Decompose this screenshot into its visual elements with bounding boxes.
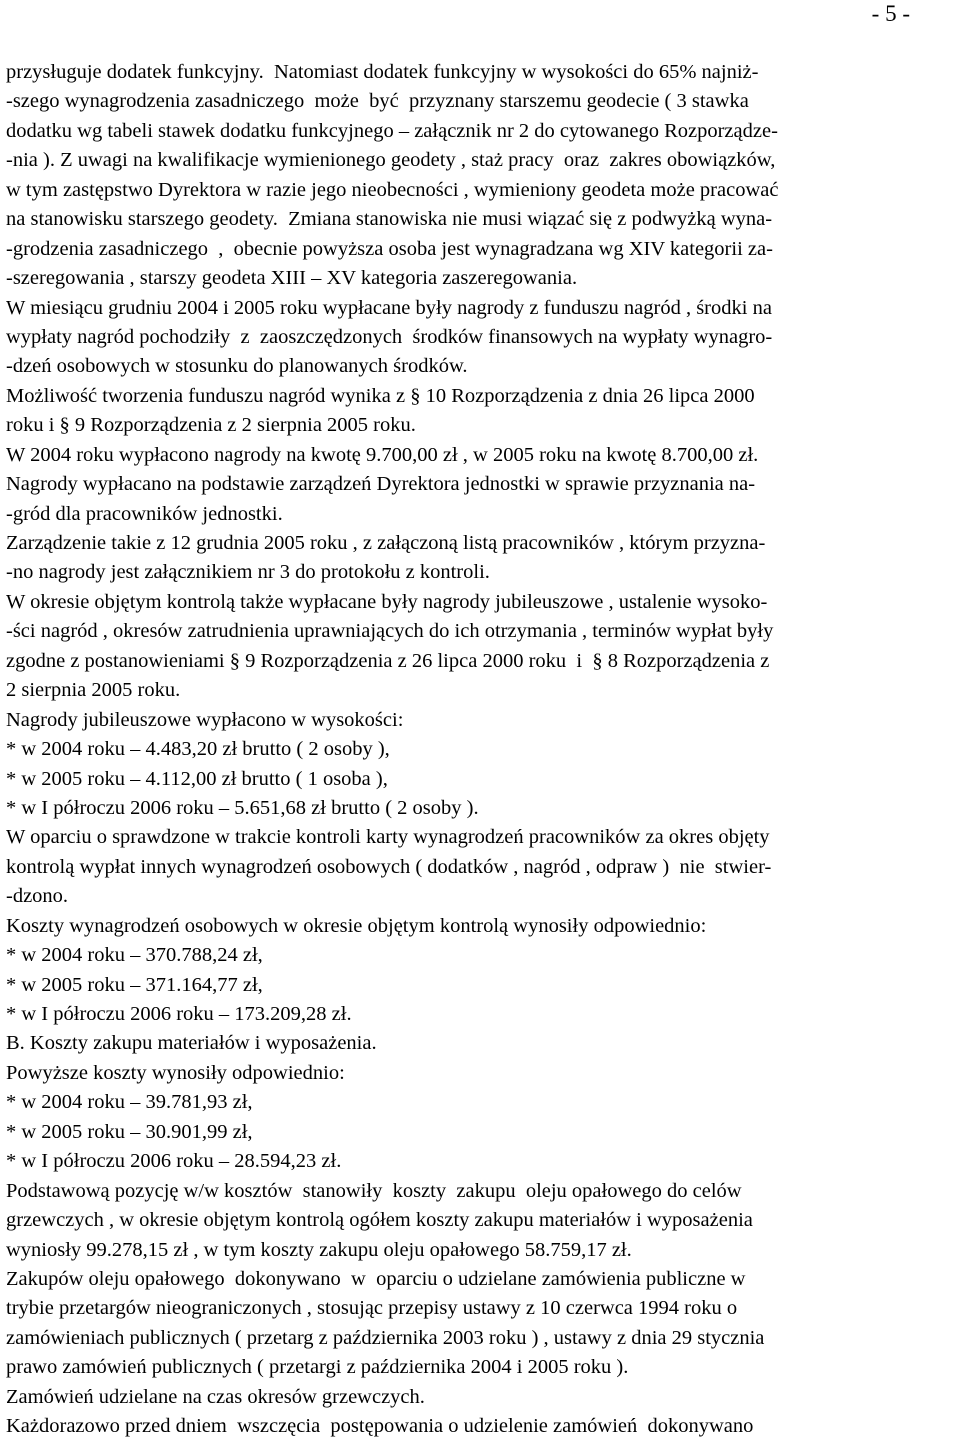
text-line: * w I półroczu 2006 roku – 173.209,28 zł.: [6, 1003, 352, 1025]
text-line: * w 2005 roku – 30.901,99 zł,: [6, 1120, 253, 1143]
document-body: [6, 58, 956, 1442]
text-line: zgodne z postanowieniami § 9 Rozporządzenia z 26 lipca 2000 roku i § 8 Rozporządzenia z: [6, 649, 770, 672]
page-number: - 5 -: [871, 1, 910, 26]
text-line: grzewczych , w okresie objętym kontrolą ogółem koszty zakupu materiałów i wyposażenia: [6, 1209, 753, 1232]
text-line: W miesiącu grudniu 2004 i 2005 roku wypłacane były nagrody z funduszu nagród , środki na: [6, 296, 772, 319]
text-line: prawo zamówień publicznych ( przetargi z października 2004 i 2005 roku ).: [6, 1356, 629, 1379]
text-line: 2 sierpnia 2005 roku.: [6, 679, 181, 702]
text-line: -grodzenia zasadniczego , obecnie powyższa osoba jest wynagradzana wg XIV kategorii za-: [6, 237, 773, 260]
text-line: wyniosły 99.278,15 zł , w tym koszty zakupu oleju opałowego 58.759,17 zł.: [6, 1238, 632, 1261]
text-line: Nagrody wypłacano na podstawie zarządzeń Dyrektora jednostki w sprawie przyznania na-: [6, 473, 756, 496]
text-line: -gród dla pracowników jednostki.: [6, 502, 283, 525]
text-line: Każdorazowo przed dniem wszczęcia postępowania o udzielenie zamówień dokonywano: [6, 1415, 754, 1438]
text-line: na stanowisku starszego geodety. Zmiana stanowiska nie musi wiązać się z podwyżką wyna-: [6, 208, 773, 231]
text-line: * w 2005 roku – 371.164,77 zł,: [6, 973, 263, 996]
text-line: -ści nagród , okresów zatrudnienia uprawniających do ich otrzymania , terminów wypłat były: [6, 620, 774, 643]
text-line: Powyższe koszty wynosiły odpowiednio:: [6, 1061, 345, 1084]
text-line: Zarządzenie takie z 12 grudnia 2005 roku , z załączoną listą pracowników , którym przyzna-: [6, 532, 766, 554]
text-line: W 2004 roku wypłacono nagrody na kwotę 9.700,00 zł , w 2005 roku na kwotę 8.700,00 zł.: [6, 443, 759, 466]
text-line: -dzeń osobowych w stosunku do planowanych środków.: [6, 355, 468, 378]
text-line: dodatku wg tabeli stawek dodatku funkcyjnego – załącznik nr 2 do cytowanego Rozporządze-: [6, 119, 778, 142]
text-line: -no nagrody jest załącznikiem nr 3 do protokołu z kontroli.: [6, 561, 490, 584]
text-line: -nia ). Z uwagi na kwalifikacje wymienionego geodety , staż pracy oraz zakres obowiązków,: [6, 149, 776, 172]
text-line: * w 2005 roku – 4.112,00 zł brutto ( 1 osoba ),: [6, 767, 388, 790]
text-line: Możliwość tworzenia funduszu nagród wynika z § 10 Rozporządzenia z dnia 26 lipca 2000: [6, 384, 755, 407]
text-line: -dzono.: [6, 885, 69, 908]
text-line: W okresie objętym kontrolą także wypłacane były nagrody jubileuszowe , ustalenie wysoko-: [6, 590, 768, 613]
text-line: wypłaty nagród pochodziły z zaoszczędzonych środków finansowych na wypłaty wynagro-: [6, 325, 773, 348]
text-line: * w 2004 roku – 39.781,93 zł,: [6, 1091, 253, 1114]
text-line: * w 2004 roku – 370.788,24 zł,: [6, 944, 263, 967]
text-line: -szeregowania , starszy geodeta XIII – XV kategoria zaszeregowania.: [6, 267, 578, 290]
text-line: Podstawową pozycję w/w kosztów stanowiły koszty zakupu oleju opałowego do celów: [6, 1179, 742, 1202]
text-line: Koszty wynagrodzeń osobowych w okresie objętym kontrolą wynosiły odpowiednio:: [6, 914, 707, 937]
text-line: Zamówień udzielane na czas okresów grzewczych.: [6, 1385, 425, 1408]
text-line: * w I półroczu 2006 roku – 28.594,23 zł.: [6, 1150, 342, 1173]
text-line: -szego wynagrodzenia zasadniczego może być przyznany starszemu geodecie ( 3 stawka: [6, 90, 749, 113]
text-line: W oparciu o sprawdzone w trakcie kontroli karty wynagrodzeń pracowników za okres objęty: [6, 826, 770, 849]
text-line: * w I półroczu 2006 roku – 5.651,68 zł brutto ( 2 osoby ).: [6, 796, 479, 819]
text-line: w tym zastępstwo Dyrektora w razie jego nieobecności , wymieniony geodeta może pracować: [6, 178, 779, 201]
text-line: kontrolą wypłat innych wynagrodzeń osobowych ( dodatków , nagród , odpraw ) nie stwier-: [6, 855, 772, 878]
text-line: B. Koszty zakupu materiałów i wyposażenia.: [6, 1032, 377, 1055]
text-line: Zakupów oleju opałowego dokonywano w oparciu o udzielane zamówienia publiczne w: [6, 1267, 746, 1290]
text-line: zamówieniach publicznych ( przetarg z października 2003 roku ) , ustawy z dnia 29 stycznia: [6, 1326, 765, 1349]
text-line: przysługuje dodatek funkcyjny. Natomiast dodatek funkcyjny w wysokości do 65% najniż-: [6, 61, 759, 83]
text-line: Nagrody jubileuszowe wypłacono w wysokości:: [6, 708, 404, 731]
text-line: roku i § 9 Rozporządzenia z 2 sierpnia 2005 roku.: [6, 414, 416, 437]
text-line: trybie przetargów nieograniczonych , stosując przepisy ustawy z 10 czerwca 1994 roku o: [6, 1297, 738, 1320]
text-line: * w 2004 roku – 4.483,20 zł brutto ( 2 osoby ),: [6, 738, 390, 761]
